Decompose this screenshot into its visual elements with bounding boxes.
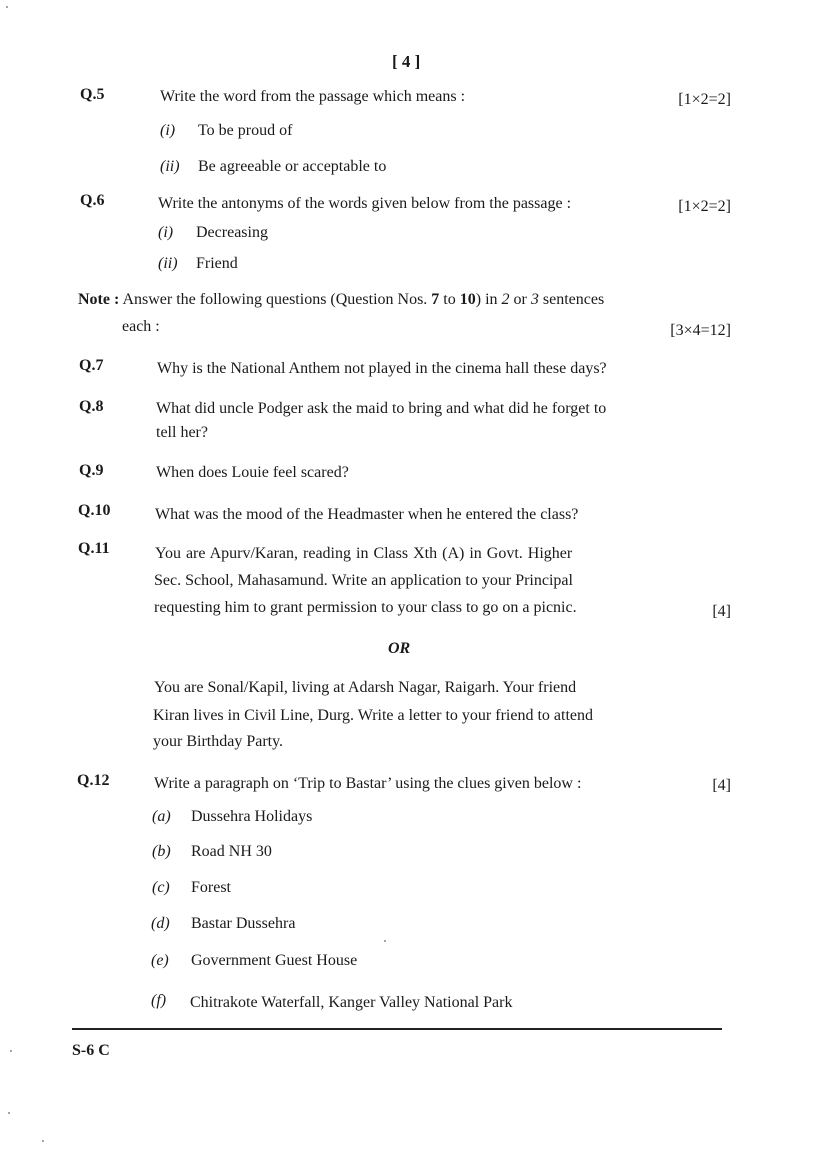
question-5-marks: [1×2=2] bbox=[678, 91, 731, 108]
q6-item-i-label: (i) bbox=[158, 224, 174, 241]
clue-c-text: Forest bbox=[191, 879, 231, 896]
or-separator: OR bbox=[388, 640, 411, 657]
q5-item-ii-label: (ii) bbox=[160, 158, 180, 175]
note-sentences: sentences bbox=[542, 291, 605, 308]
note-three: 3 bbox=[530, 291, 539, 308]
question-6-marks: [1×2=2] bbox=[678, 198, 731, 215]
scan-speck bbox=[6, 6, 8, 8]
question-number-11: Q.11 bbox=[78, 540, 110, 557]
clue-b-label: (b) bbox=[152, 843, 171, 860]
clue-f-label: (f) bbox=[151, 992, 167, 1009]
question-number-7: Q.7 bbox=[79, 357, 104, 374]
question-11-line-3: requesting him to grant permission to your class to go on a picnic. bbox=[154, 599, 577, 616]
clue-e-label: (e) bbox=[151, 952, 169, 969]
question-6-text: Write the antonyms of the words given below from the passage : bbox=[158, 195, 572, 212]
note-two: 2 bbox=[501, 291, 510, 308]
question-11-line-1: You are Apurv/Karan, reading in Class Xth (A) in Govt. Higher bbox=[155, 545, 573, 562]
scan-speck bbox=[8, 1112, 10, 1114]
q5-item-i-text: To be proud of bbox=[198, 122, 293, 139]
question-number-9: Q.9 bbox=[79, 462, 104, 479]
question-number-5: Q.5 bbox=[80, 86, 105, 103]
question-8-line-1: What did uncle Podger ask the maid to bring and what did he forget to bbox=[156, 400, 607, 417]
clue-d-text: Bastar Dussehra bbox=[191, 915, 296, 932]
question-9-text: When does Louie feel scared? bbox=[156, 464, 349, 481]
question-number-12: Q.12 bbox=[77, 772, 110, 789]
clue-e-text: Government Guest House bbox=[191, 952, 358, 969]
q6-item-ii-text: Friend bbox=[196, 255, 238, 272]
q5-item-ii-text: Be agreeable or acceptable to bbox=[198, 158, 387, 175]
clue-a-text: Dussehra Holidays bbox=[191, 808, 313, 825]
question-number-10: Q.10 bbox=[78, 502, 111, 519]
note-start-num: 7 bbox=[431, 291, 440, 308]
question-11-line-2: Sec. School, Mahasamund. Write an application to your Principal bbox=[154, 572, 573, 589]
question-12-text: Write a paragraph on ‘Trip to Bastar’ using the clues given below : bbox=[154, 775, 582, 792]
clue-b-text: Road NH 30 bbox=[191, 843, 272, 860]
note-or: or bbox=[513, 291, 527, 308]
scan-speck bbox=[42, 1140, 44, 1142]
footer-code: S-6 C bbox=[72, 1042, 110, 1059]
question-7-text: Why is the National Anthem not played in the cinema hall these days? bbox=[157, 360, 607, 377]
question-8-line-2: tell her? bbox=[156, 424, 208, 441]
q6-item-i-text: Decreasing bbox=[196, 224, 268, 241]
scan-speck bbox=[384, 940, 386, 942]
clue-f-text: Chitrakote Waterfall, Kanger Valley National Park bbox=[190, 994, 513, 1011]
footer-rule bbox=[72, 1028, 722, 1030]
question-5-text: Write the word from the passage which means : bbox=[160, 88, 466, 105]
clue-d-label: (d) bbox=[151, 915, 170, 932]
note-label: Note : bbox=[78, 291, 120, 308]
note-line-2: each : bbox=[122, 318, 160, 335]
question-11-marks: [4] bbox=[712, 603, 731, 620]
question-12-marks: [4] bbox=[712, 777, 731, 794]
question-number-6: Q.6 bbox=[80, 192, 105, 209]
page-number: [ 4 ] bbox=[392, 52, 421, 71]
clue-c-label: (c) bbox=[152, 879, 170, 896]
question-10-text: What was the mood of the Headmaster when he entered the class? bbox=[155, 506, 579, 523]
note-to: to bbox=[443, 291, 456, 308]
note-text-a: Answer the following questions (Question Nos. bbox=[122, 291, 428, 308]
note-in: ) in bbox=[475, 291, 498, 308]
note-marks: [3×4=12] bbox=[670, 322, 731, 339]
question-11-alt-line-2: Kiran lives in Civil Line, Durg. Write a letter to your friend to attend bbox=[153, 707, 593, 724]
note-end-num: 10 bbox=[459, 291, 476, 308]
q5-item-i-label: (i) bbox=[160, 122, 176, 139]
question-11-alt-line-1: You are Sonal/Kapil, living at Adarsh Nagar, Raigarh. Your friend bbox=[154, 679, 577, 696]
scan-speck bbox=[10, 1050, 12, 1052]
q6-item-ii-label: (ii) bbox=[158, 255, 178, 272]
question-11-alt-line-3: your Birthday Party. bbox=[153, 733, 284, 750]
clue-a-label: (a) bbox=[152, 808, 171, 825]
note-line-1 bbox=[78, 291, 604, 309]
question-number-8: Q.8 bbox=[79, 398, 104, 415]
